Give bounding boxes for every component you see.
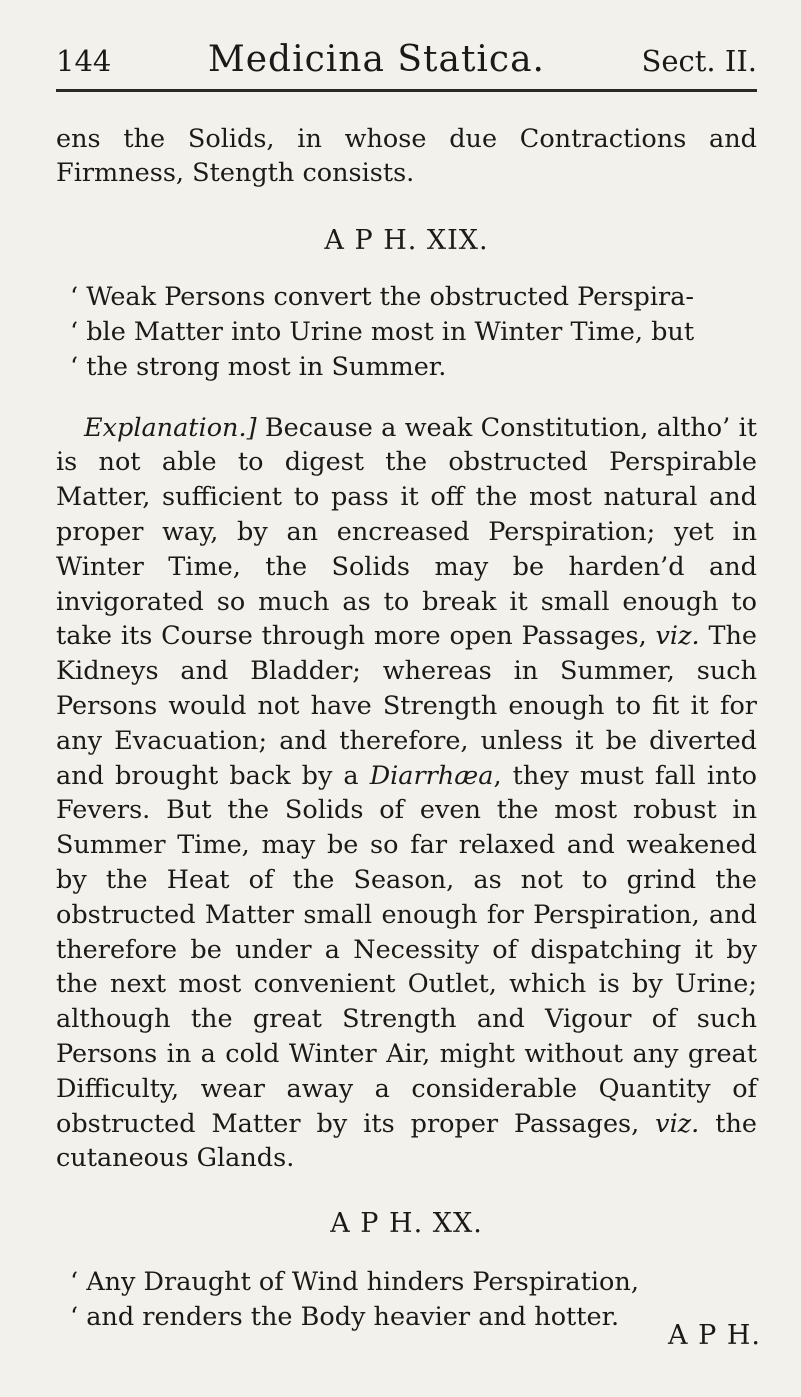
viz-word: viz. <box>655 621 700 652</box>
quote-line: ‘ Any Draught of Wind hinders Perspiration, <box>70 1267 639 1298</box>
quote-line: ‘ Weak Persons convert the obstructed Perspira- <box>70 282 695 313</box>
explanation-text-3: , they must fall into Fevers. But the Solids of even the most robust in Summer Time, may be so far relaxed and weakened by the Heat of the Season, as not to grind the obstructed Matter small enough for Perspiration, and therefore be under a Necessity of dispatching it by the next most convenient Outlet, which is by Urine; although the great Strength and Vigour of such Persons in a cold Winter Air, might without any great Difficulty, wear away a considerable Quantity of obstructed Matter by its proper Passages, <box>56 760 758 1139</box>
aphorism-19-heading: A P H. XIX. <box>324 225 489 257</box>
explanation-text-1: Because a weak Constitution, altho’ it is not able to digest the obstructed Perspirable Matter, sufficient to pass it off the most natural and proper way, by an encreased Perspiration; yet in Winter Time, the Solids may be harden’d and invigorated so much as to break it small enough to take its Course through more open Passages, <box>56 412 757 652</box>
aphorism-19-quote <box>56 280 757 384</box>
quote-line: ‘ and renders the Body heavier and hotter. <box>70 1301 620 1332</box>
opening-text: ens the Solids, in whose due Contractions and Firmness, Stength consists. <box>56 123 757 189</box>
running-title: Medicina Statica. <box>207 39 545 80</box>
quote-line: ‘ ble Matter into Urine most in Winter Time, but <box>70 316 695 347</box>
catchword: A P H. <box>668 1320 761 1351</box>
explanation-text-2: The Kidneys and Bladder; whereas in Summer, such Persons would not have Strength enough to fit it for any Evacuation; and therefore, unless it be diverted and brought back by a <box>56 621 757 791</box>
diarrhaea-word: Diarrhæa <box>369 760 494 791</box>
explanation-text-4: the cutaneous Glands. <box>56 1108 757 1174</box>
quote-line: ‘ the strong most in Summer. <box>70 351 447 382</box>
section-label: Sect. II. <box>641 44 757 78</box>
running-header <box>56 40 757 92</box>
viz-word: viz. <box>655 1108 700 1139</box>
explanation-paragraph <box>56 411 757 1177</box>
aphorism-20-heading: A P H. XX. <box>330 1208 483 1240</box>
explanation-label: Explanation.] <box>84 412 257 443</box>
page-number: 144 <box>56 44 112 78</box>
aphorism-20-quote <box>56 1265 757 1335</box>
